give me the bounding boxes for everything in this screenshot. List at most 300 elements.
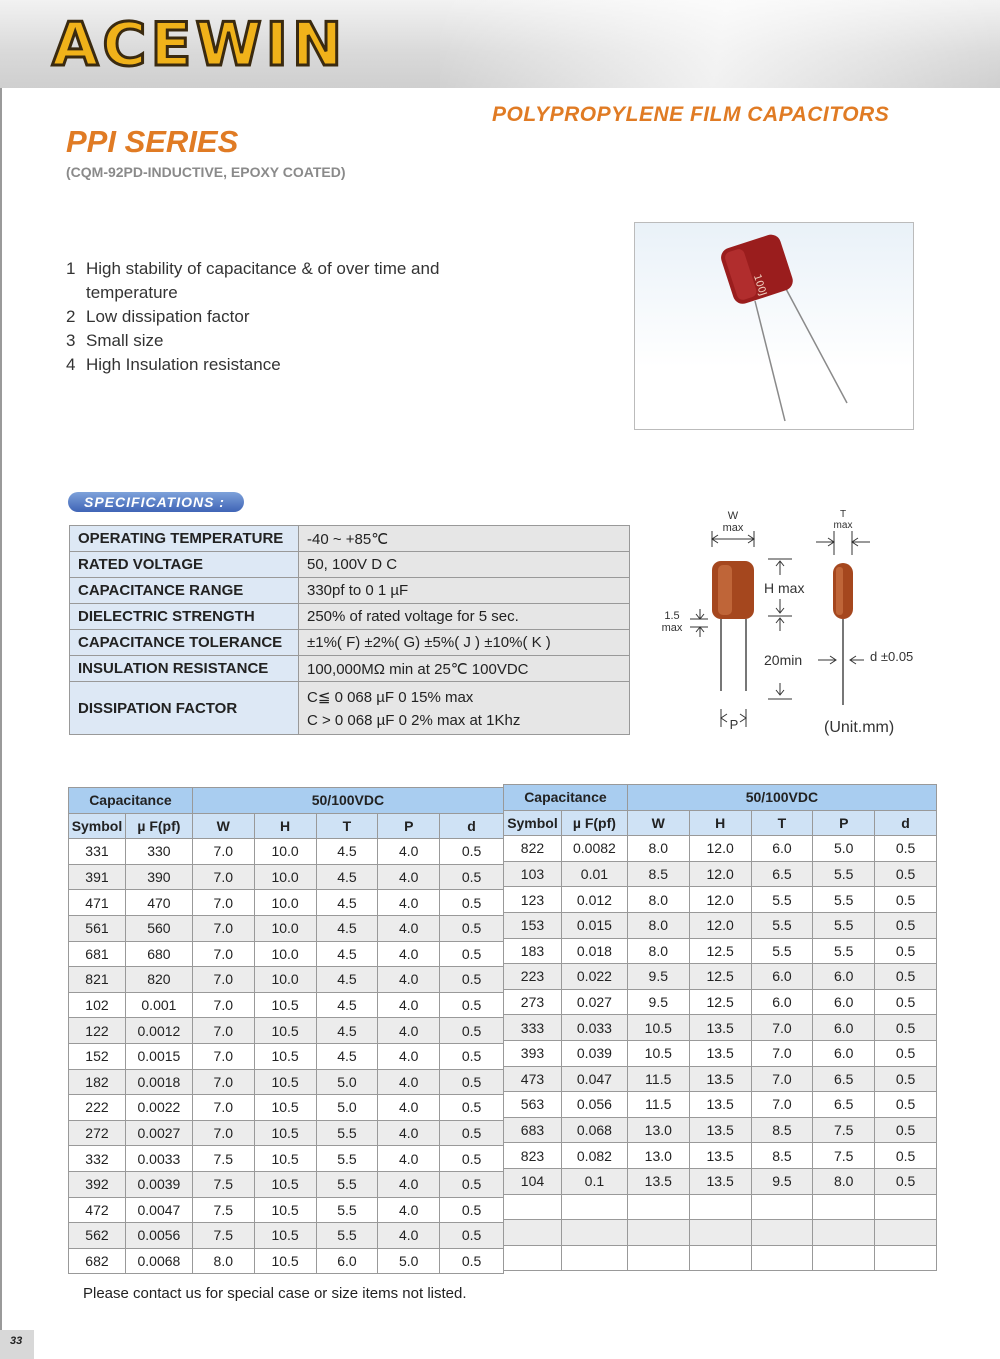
table-cell: 0.5 (875, 1092, 937, 1118)
table-row (504, 861, 937, 887)
table-cell: 7.0 (192, 1018, 254, 1044)
table-row (69, 1197, 504, 1223)
table-cell: 4.5 (316, 890, 378, 916)
table-cell: 4.5 (316, 864, 378, 890)
table-cell: 563 (504, 1092, 562, 1118)
table-cell: 0.0033 (125, 1146, 192, 1172)
table-cell: 4.0 (378, 839, 440, 865)
table-cell: 8.0 (627, 887, 689, 913)
table-cell: 122 (69, 1018, 126, 1044)
table-cell: 0.082 (561, 1143, 627, 1169)
table-cell: 12.0 (689, 861, 751, 887)
spec-value (299, 682, 630, 735)
table-row (504, 964, 937, 990)
table-row (69, 839, 504, 865)
table-cell: 7.0 (192, 941, 254, 967)
table-cell: 9.5 (627, 989, 689, 1015)
table-cell: 683 (504, 1117, 562, 1143)
table-cell: 0.5 (440, 1018, 504, 1044)
table-cell: 12.5 (689, 938, 751, 964)
table-cell: 4.0 (378, 1197, 440, 1223)
table-cell: 13.5 (689, 1092, 751, 1118)
table-cell: 6.0 (813, 989, 875, 1015)
spec-key: CAPACITANCE RANGE (70, 578, 299, 604)
h-max-label: H max (764, 580, 805, 596)
column-header: W (627, 810, 689, 836)
feature-number: 3 (66, 331, 76, 350)
table-cell: 182 (69, 1069, 126, 1095)
table-cell: 9.5 (627, 964, 689, 990)
spec-value: 330pf to 0 1 µF (299, 578, 630, 604)
feature-number: 2 (66, 307, 76, 326)
table-cell: 4.5 (316, 941, 378, 967)
table-cell: 680 (125, 941, 192, 967)
table-cell: 4.0 (378, 992, 440, 1018)
table-cell: 7.0 (192, 1095, 254, 1121)
spec-row (70, 656, 630, 682)
table-row (69, 1120, 504, 1146)
table-cell: 0.5 (875, 989, 937, 1015)
table-cell: 0.5 (440, 864, 504, 890)
table-cell: 13.5 (689, 1015, 751, 1041)
table-cell: 332 (69, 1146, 126, 1172)
table-cell: 4.0 (378, 967, 440, 993)
table-cell (751, 1220, 813, 1246)
table-cell: 8.5 (751, 1117, 813, 1143)
table-cell: 10.5 (627, 1040, 689, 1066)
spec-row (70, 552, 630, 578)
table-cell: 7.0 (751, 1066, 813, 1092)
table-cell: 5.5 (751, 887, 813, 913)
table-cell: 8.0 (192, 1248, 254, 1274)
table-cell: 5.0 (316, 1095, 378, 1121)
table-cell: 11.5 (627, 1066, 689, 1092)
feature-item (66, 257, 496, 305)
table-cell: 0.5 (440, 839, 504, 865)
table-cell: 10.5 (254, 1043, 316, 1069)
voltage-header: 50/100VDC (192, 788, 503, 814)
table-row (69, 1223, 504, 1249)
spec-key: OPERATING TEMPERATURE (70, 526, 299, 552)
table-cell: 4.5 (316, 1018, 378, 1044)
header-banner (0, 0, 1000, 88)
table-cell: 7.0 (192, 967, 254, 993)
table-cell: 4.0 (378, 915, 440, 941)
table-cell: 471 (69, 890, 126, 916)
table-cell: 4.0 (378, 1069, 440, 1095)
table-cell: 5.5 (316, 1223, 378, 1249)
lead-length-label: 20min (764, 652, 803, 668)
table-cell: 0.5 (875, 1015, 937, 1041)
table-cell: 10.5 (254, 1146, 316, 1172)
table-cell: 390 (125, 864, 192, 890)
table-cell: 7.0 (751, 1015, 813, 1041)
table-cell: 0.0039 (125, 1171, 192, 1197)
table-cell: 333 (504, 1015, 562, 1041)
column-header: T (316, 813, 378, 839)
table-cell (689, 1194, 751, 1220)
column-header: Symbol (504, 810, 562, 836)
t-max-label: max (833, 520, 853, 531)
table-row (504, 1092, 937, 1118)
table-cell (751, 1194, 813, 1220)
voltage-header: 50/100VDC (627, 785, 936, 811)
table-header-row (504, 785, 937, 811)
capacitor-marking: 100J (750, 273, 769, 298)
table-cell: 821 (69, 967, 126, 993)
column-header: T (751, 810, 813, 836)
table-cell: 0.015 (561, 912, 627, 938)
table-cell (627, 1245, 689, 1271)
table-cell: 4.0 (378, 890, 440, 916)
series-subtitle: (CQM-92PD-INDUCTIVE, EPOXY COATED) (66, 164, 346, 180)
table-cell: 272 (69, 1120, 126, 1146)
spec-value-line: C≦ 0 068 µF 0 15% max (307, 688, 474, 706)
table-row (69, 1095, 504, 1121)
table-cell: 8.0 (627, 912, 689, 938)
table-cell: 560 (125, 915, 192, 941)
table-cell: 4.5 (316, 967, 378, 993)
column-header: H (254, 813, 316, 839)
table-cell: 13.5 (689, 1117, 751, 1143)
column-header: W (192, 813, 254, 839)
table-row (69, 941, 504, 967)
table-cell: 822 (504, 836, 562, 862)
table-cell: 4.0 (378, 1120, 440, 1146)
w-label: W (727, 510, 739, 522)
table-cell: 0.5 (440, 1197, 504, 1223)
table-cell: 0.5 (440, 1146, 504, 1172)
table-row (69, 890, 504, 916)
table-cell: 0.5 (440, 1223, 504, 1249)
feature-item (66, 353, 496, 377)
spec-value: 100,000MΩ min at 25℃ 100VDC (299, 656, 630, 682)
page-number: 33 (0, 1330, 34, 1359)
table-cell: 4.5 (316, 839, 378, 865)
table-cell: 0.5 (875, 1040, 937, 1066)
table-cell: 4.0 (378, 1146, 440, 1172)
unit-label: (Unit.mm) (824, 719, 895, 736)
spec-key: DISSIPATION FACTOR (70, 682, 299, 735)
table-cell: 10.5 (254, 1197, 316, 1223)
table-cell: 10.0 (254, 864, 316, 890)
spec-row (70, 526, 630, 552)
table-cell: 0.5 (440, 1248, 504, 1274)
table-row (504, 912, 937, 938)
spec-key: DIELECTRIC STRENGTH (70, 604, 299, 630)
table-cell: 4.0 (378, 941, 440, 967)
spec-row (70, 682, 630, 735)
table-cell: 7.5 (813, 1117, 875, 1143)
column-header-row (69, 813, 504, 839)
table-header-row (69, 788, 504, 814)
table-cell: 0.0027 (125, 1120, 192, 1146)
table-cell: 0.0022 (125, 1095, 192, 1121)
table-cell: 10.5 (254, 1171, 316, 1197)
table-cell (875, 1220, 937, 1246)
brand-logo: ACEWIN (52, 10, 347, 80)
spec-value: 50, 100V D C (299, 552, 630, 578)
column-header: P (378, 813, 440, 839)
spec-value: ±1%( F) ±2%( G) ±5%( J ) ±10%( K ) (299, 630, 630, 656)
table-cell: 10.5 (254, 1120, 316, 1146)
table-cell: 5.5 (813, 912, 875, 938)
table-cell: 10.5 (254, 1069, 316, 1095)
table-cell: 0.5 (875, 1066, 937, 1092)
table-row (69, 1146, 504, 1172)
table-cell: 0.0068 (125, 1248, 192, 1274)
table-cell: 562 (69, 1223, 126, 1249)
table-row (69, 915, 504, 941)
table-cell: 6.0 (751, 964, 813, 990)
table-cell: 0.5 (440, 1095, 504, 1121)
footnote: Please contact us for special case or size items not listed. (83, 1285, 467, 1302)
table-row (504, 938, 937, 964)
table-cell: 0.047 (561, 1066, 627, 1092)
column-header-row (504, 810, 937, 836)
column-header: d (440, 813, 504, 839)
table-cell: 0.5 (440, 1120, 504, 1146)
table-cell: 0.5 (440, 915, 504, 941)
table-cell: 5.5 (751, 938, 813, 964)
table-cell: 8.5 (751, 1143, 813, 1169)
table-cell: 5.5 (813, 938, 875, 964)
table-cell: 123 (504, 887, 562, 913)
table-cell: 6.5 (813, 1066, 875, 1092)
table-cell: 5.5 (751, 912, 813, 938)
table-cell: 8.0 (813, 1168, 875, 1194)
table-cell: 0.5 (875, 1168, 937, 1194)
table-cell: 12.5 (689, 964, 751, 990)
table-cell: 103 (504, 861, 562, 887)
feature-number: 1 (66, 259, 76, 278)
table-cell: 0.033 (561, 1015, 627, 1041)
table-cell: 7.0 (751, 1092, 813, 1118)
table-cell: 4.5 (316, 915, 378, 941)
table-cell: 0.5 (440, 890, 504, 916)
table-cell: 681 (69, 941, 126, 967)
table-cell: 0.018 (561, 938, 627, 964)
table-cell: 13.5 (627, 1168, 689, 1194)
t-label: T (839, 509, 847, 520)
table-cell: 10.5 (254, 992, 316, 1018)
table-cell: 393 (504, 1040, 562, 1066)
table-cell: 0.01 (561, 861, 627, 887)
table-cell: 0.068 (561, 1117, 627, 1143)
table-cell: 5.0 (316, 1069, 378, 1095)
table-cell: 6.0 (751, 836, 813, 862)
table-cell: 152 (69, 1043, 126, 1069)
table-cell: 10.0 (254, 967, 316, 993)
table-cell: 0.027 (561, 989, 627, 1015)
feature-text: High stability of capacitance & of over time and temperature (86, 259, 440, 302)
table-cell: 4.0 (378, 1095, 440, 1121)
feature-item (66, 329, 496, 353)
table-cell: 0.5 (875, 836, 937, 862)
table-cell: 13.5 (689, 1143, 751, 1169)
table-cell: 6.0 (316, 1248, 378, 1274)
table-cell (875, 1245, 937, 1271)
table-cell: 13.5 (689, 1040, 751, 1066)
table-cell: 472 (69, 1197, 126, 1223)
table-cell: 392 (69, 1171, 126, 1197)
table-row (504, 989, 937, 1015)
table-cell: 7.0 (192, 1069, 254, 1095)
page-border (0, 88, 2, 1359)
spec-value: 250% of rated voltage for 5 sec. (299, 604, 630, 630)
table-row (504, 1194, 937, 1220)
table-cell: 561 (69, 915, 126, 941)
table-cell: 6.0 (813, 1015, 875, 1041)
table-row (504, 1117, 937, 1143)
table-cell: 13.0 (627, 1117, 689, 1143)
table-cell: 4.5 (316, 1043, 378, 1069)
table-row (504, 836, 937, 862)
table-cell: 6.5 (751, 861, 813, 887)
table-cell: 4.0 (378, 1171, 440, 1197)
column-header: P (813, 810, 875, 836)
table-cell: 0.5 (440, 967, 504, 993)
table-cell: 7.0 (192, 1120, 254, 1146)
feature-list (66, 257, 496, 377)
table-row (504, 887, 937, 913)
table-cell: 5.5 (316, 1171, 378, 1197)
column-header: µ F(pf) (125, 813, 192, 839)
table-cell: 6.0 (813, 1040, 875, 1066)
table-cell: 331 (69, 839, 126, 865)
table-cell (751, 1245, 813, 1271)
table-cell: 7.5 (192, 1223, 254, 1249)
table-cell: 682 (69, 1248, 126, 1274)
column-header: Symbol (69, 813, 126, 839)
table-cell: 0.5 (875, 912, 937, 938)
table-row (69, 992, 504, 1018)
table-cell: 8.5 (627, 861, 689, 887)
table-cell: 9.5 (751, 1168, 813, 1194)
table-cell (561, 1220, 627, 1246)
column-header: H (689, 810, 751, 836)
capacitance-header: Capacitance (69, 788, 193, 814)
table-cell: 7.0 (192, 992, 254, 1018)
feature-text: Small size (86, 331, 164, 350)
table-cell (813, 1220, 875, 1246)
table-cell: 222 (69, 1095, 126, 1121)
table-cell: 7.0 (192, 1043, 254, 1069)
table-cell: 0.5 (440, 941, 504, 967)
table-cell (561, 1245, 627, 1271)
spec-row (70, 604, 630, 630)
table-cell: 7.5 (192, 1146, 254, 1172)
table-cell: 0.0047 (125, 1197, 192, 1223)
table-cell: 823 (504, 1143, 562, 1169)
table-cell (813, 1245, 875, 1271)
table-cell: 10.5 (254, 1223, 316, 1249)
lead-gap-label: 1.5 (664, 610, 680, 622)
table-cell: 273 (504, 989, 562, 1015)
table-cell (561, 1194, 627, 1220)
product-photo (634, 222, 914, 430)
table-cell (504, 1245, 562, 1271)
table-cell: 0.5 (440, 992, 504, 1018)
specifications-table (69, 525, 630, 735)
table-cell: 0.5 (440, 1043, 504, 1069)
table-cell: 10.0 (254, 941, 316, 967)
column-header: d (875, 810, 937, 836)
feature-text: High Insulation resistance (86, 355, 281, 374)
table-row (504, 1066, 937, 1092)
table-cell: 183 (504, 938, 562, 964)
table-cell: 0.001 (125, 992, 192, 1018)
table-cell (627, 1194, 689, 1220)
table-cell: 5.0 (813, 836, 875, 862)
p-label: P (729, 717, 739, 732)
table-cell: 4.0 (378, 1223, 440, 1249)
feature-text: Low dissipation factor (86, 307, 250, 326)
table-cell: 7.5 (192, 1197, 254, 1223)
table-row (504, 1168, 937, 1194)
series-title: PPI SERIES (66, 124, 239, 159)
table-cell: 0.056 (561, 1092, 627, 1118)
table-cell: 0.5 (875, 1117, 937, 1143)
table-cell: 13.5 (689, 1168, 751, 1194)
table-cell: 102 (69, 992, 126, 1018)
table-row (504, 1015, 937, 1041)
table-cell: 7.0 (192, 864, 254, 890)
table-cell: 13.5 (689, 1066, 751, 1092)
spec-row (70, 630, 630, 656)
specifications-label: SPECIFICATIONS : (68, 492, 244, 512)
table-cell: 0.5 (875, 964, 937, 990)
table-row (69, 1248, 504, 1274)
table-cell: 13.0 (627, 1143, 689, 1169)
capacitor-photo-image (635, 223, 913, 429)
table-row (69, 967, 504, 993)
table-cell: 6.0 (813, 964, 875, 990)
table-cell: 12.0 (689, 836, 751, 862)
table-cell: 5.5 (316, 1146, 378, 1172)
table-cell: 7.5 (192, 1171, 254, 1197)
table-cell: 0.5 (875, 861, 937, 887)
table-cell: 470 (125, 890, 192, 916)
table-cell: 12.0 (689, 912, 751, 938)
table-row (504, 1245, 937, 1271)
table-cell (689, 1245, 751, 1271)
table-cell: 0.5 (875, 938, 937, 964)
table-row (69, 864, 504, 890)
table-cell: 104 (504, 1168, 562, 1194)
w-max-label: max (722, 522, 744, 534)
capacitance-header: Capacitance (504, 785, 628, 811)
table-cell: 0.0082 (561, 836, 627, 862)
table-cell (875, 1194, 937, 1220)
table-cell: 10.0 (254, 839, 316, 865)
table-cell (627, 1220, 689, 1246)
table-cell: 4.0 (378, 864, 440, 890)
table-cell: 4.0 (378, 1018, 440, 1044)
table-cell: 0.0018 (125, 1069, 192, 1095)
table-cell: 10.5 (627, 1015, 689, 1041)
category-title: POLYPROPYLENE FILM CAPACITORS (492, 103, 890, 126)
table-cell: 330 (125, 839, 192, 865)
table-cell: 4.0 (378, 1043, 440, 1069)
table-row (69, 1043, 504, 1069)
table-cell: 473 (504, 1066, 562, 1092)
table-cell: 223 (504, 964, 562, 990)
table-cell: 6.5 (813, 1092, 875, 1118)
table-cell: 8.0 (627, 938, 689, 964)
table-cell: 5.5 (813, 887, 875, 913)
table-cell: 7.0 (192, 890, 254, 916)
